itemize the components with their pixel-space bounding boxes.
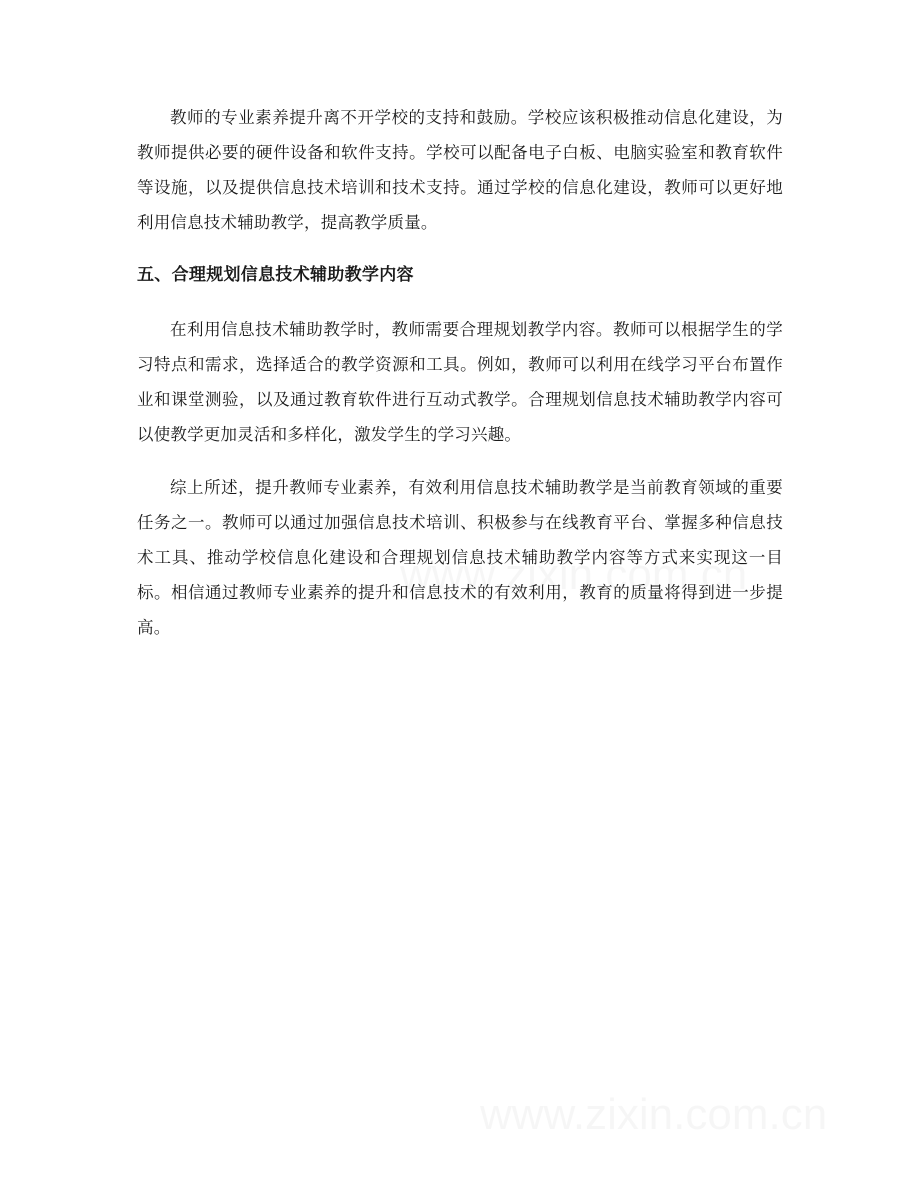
document-page [137, 100, 783, 645]
body-paragraph: 在利用信息技术辅助教学时，教师需要合理规划教学内容。教师可以根据学生的学习特点和需求，选择适合的教学资源和工具。例如，教师可以利用在线学习平台布置作业和课堂测验，以及通过教育软件进行互动式教学。合理规划信息技术辅助教学内容可以使教学更加灵活和多样化，激发学生的学习兴趣。 [137, 320, 783, 444]
watermark [480, 1090, 827, 1140]
section-heading: 五、合理规划信息技术辅助教学内容 [137, 265, 414, 285]
body-paragraph: 综上所述，提升教师专业素养，有效利用信息技术辅助教学是当前教育领域的重要任务之一。教师可以通过加强信息技术培训、积极参与在线教育平台、掌握多种信息技术工具、推动学校信息化建设和合理规划信息技术辅助教学内容等方式来实现这一目标。相信通过教师专业素养的提升和信息技术的有效利用，教育的质量将得到进一步提高。 [137, 478, 783, 637]
body-paragraph: 教师的专业素养提升离不开学校的支持和鼓励。学校应该积极推动信息化建设，为教师提供必要的硬件设备和软件支持。学校可以配备电子白板、电脑实验室和教育软件等设施，以及提供信息技术培训和技术支持。通过学校的信息化建设，教师可以更好地利用信息技术辅助教学，提高教学质量。 [137, 108, 783, 232]
